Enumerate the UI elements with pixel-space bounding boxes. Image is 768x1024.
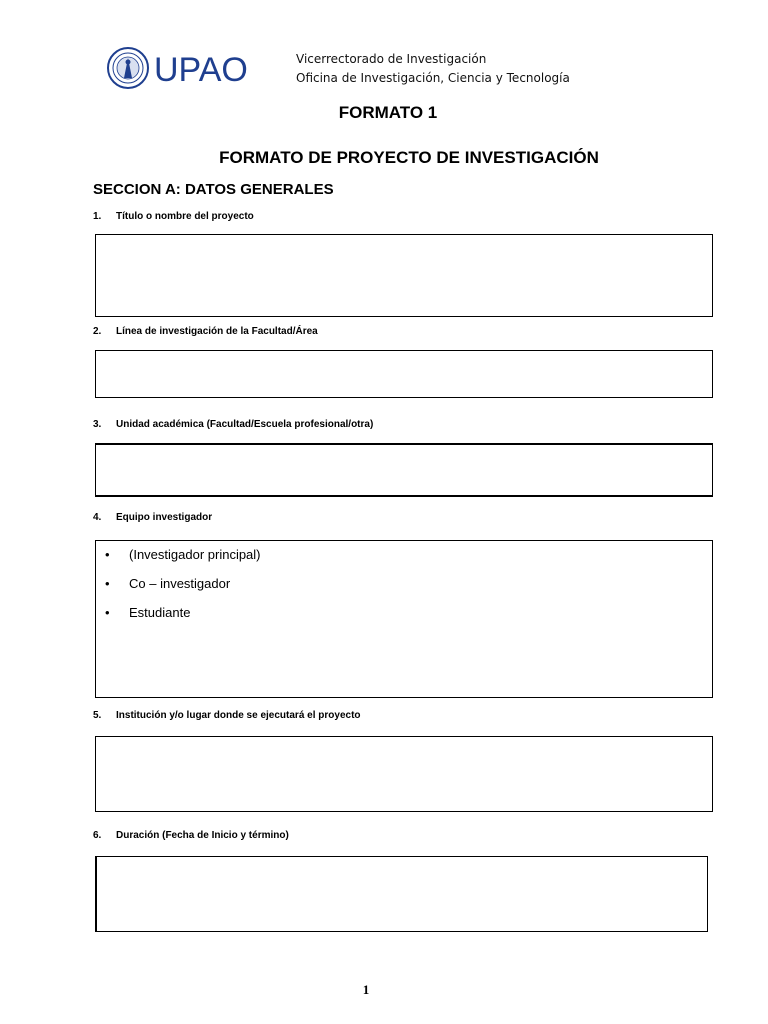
item-label-unidad: [93, 419, 373, 430]
team-role-estudiante: Estudiante: [129, 605, 191, 620]
header-oficina: Oficina de Investigación, Ciencia y Tecnología: [296, 71, 570, 85]
team-role-principal: (Investigador principal): [129, 547, 261, 562]
titulo-field[interactable]: [95, 234, 713, 317]
item-label-duracion: [93, 830, 289, 841]
item-text: Equipo investigador: [116, 512, 213, 523]
item-label-institucion: [93, 710, 361, 721]
team-list-item: [105, 545, 712, 574]
item-text: Título o nombre del proyecto: [116, 211, 254, 222]
item-number: 4.: [93, 512, 102, 523]
duracion-field[interactable]: [95, 856, 708, 932]
logo-wordmark: UPAO: [154, 51, 248, 89]
item-text: Institución y/o lugar donde se ejecutará el proyecto: [116, 710, 361, 721]
item-number: 2.: [93, 326, 102, 337]
document-title: FORMATO DE PROYECTO DE INVESTIGACIÓN: [219, 148, 599, 167]
linea-field[interactable]: [95, 350, 713, 398]
institucion-field[interactable]: [95, 736, 713, 812]
university-seal-icon: [106, 40, 256, 96]
formato-number: FORMATO 1: [338, 103, 438, 122]
unidad-field[interactable]: [95, 443, 713, 497]
team-role-coinvestigador: Co – investigador: [129, 576, 231, 591]
item-text: Duración (Fecha de Inicio y término): [116, 830, 289, 841]
equipo-field[interactable]: [95, 540, 713, 698]
item-label-titulo: [93, 211, 254, 222]
item-label-equipo: [93, 512, 212, 523]
section-title: SECCION A: DATOS GENERALES: [93, 181, 334, 198]
item-text: Línea de investigación de la Facultad/Área: [116, 326, 318, 337]
item-text: Unidad académica (Facultad/Escuela profesional/otra): [116, 419, 374, 430]
bullet-icon: •: [105, 605, 110, 620]
item-number: 6.: [93, 830, 102, 841]
team-list-item: [105, 603, 712, 632]
team-list-item: [105, 574, 712, 603]
item-number: 1.: [93, 211, 102, 222]
item-label-linea: [93, 326, 318, 337]
upao-logo: [106, 40, 256, 96]
team-list: [96, 541, 712, 632]
bullet-icon: •: [105, 547, 110, 562]
page-number: 1: [362, 982, 370, 997]
bullet-icon: •: [105, 576, 110, 591]
item-number: 5.: [93, 710, 102, 721]
header-vicerrectorado: Vicerrectorado de Investigación: [296, 52, 487, 66]
item-number: 3.: [93, 419, 102, 430]
